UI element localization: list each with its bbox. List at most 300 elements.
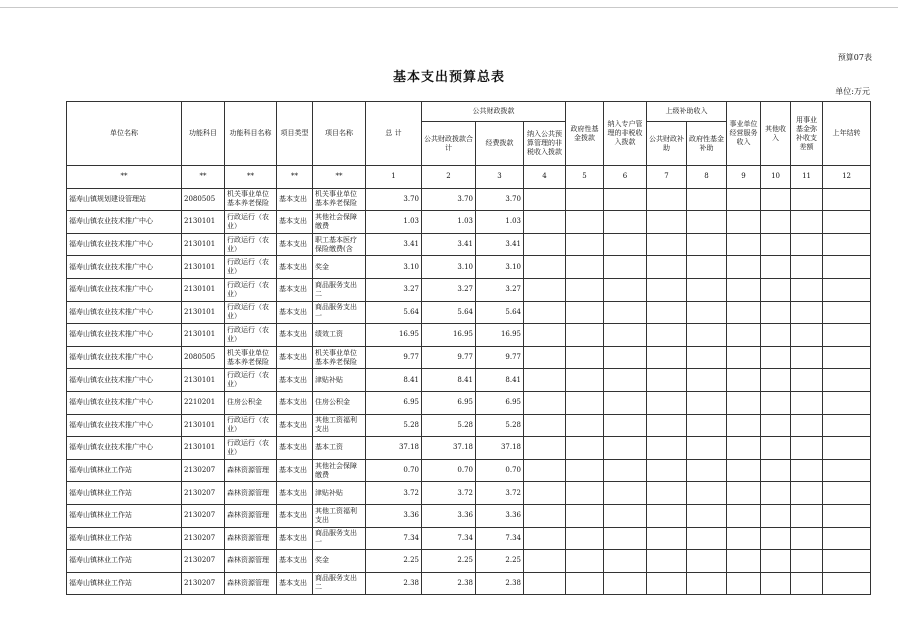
item-type-cell-text: 基本支出 — [279, 466, 307, 475]
empty-cell — [566, 233, 604, 256]
item-type-cell-text: 基本支出 — [279, 420, 307, 429]
table-row — [67, 504, 871, 527]
empty-cell — [566, 437, 604, 460]
funds-cell-text: 3.27 — [505, 285, 521, 294]
empty-cell — [647, 391, 687, 414]
empty-cell — [823, 482, 871, 505]
item-type-cell-text: 基本支出 — [279, 240, 307, 249]
empty-cell — [566, 459, 604, 482]
empty-cell — [823, 211, 871, 234]
item-type-cell — [277, 188, 313, 211]
func-name-cell-text: 森林资源管理 — [227, 556, 269, 565]
empty-cell — [791, 391, 823, 414]
public-total-cell — [422, 482, 476, 505]
item-type-cell-text: 基本支出 — [279, 488, 307, 497]
unit-cell-text: 福寿山镇农业技术推广中心 — [69, 307, 153, 316]
item-type-cell — [277, 391, 313, 414]
empty-cell — [647, 482, 687, 505]
total-cell-text: 3.70 — [403, 194, 419, 203]
index-cell: ** — [277, 166, 313, 189]
total-cell — [366, 414, 422, 437]
func-code-cell-text: 2130101 — [184, 217, 216, 226]
unit-cell-text: 福寿山镇规划建设管理站 — [69, 194, 146, 203]
index-cell: ** — [225, 166, 277, 189]
header-total: 总 计 — [366, 102, 422, 166]
form-code: 预算07表 — [837, 53, 872, 62]
public-total-cell-text: 5.28 — [457, 420, 473, 429]
func-name-cell — [225, 233, 277, 256]
empty-cell — [566, 278, 604, 301]
total-cell — [366, 437, 422, 460]
item-type-cell — [277, 437, 313, 460]
unit-cell-text: 福寿山镇林业工作站 — [69, 556, 132, 565]
empty-cell — [761, 459, 791, 482]
empty-cell — [687, 369, 727, 392]
empty-cell — [761, 278, 791, 301]
empty-cell — [727, 188, 761, 211]
unit-cell — [67, 504, 182, 527]
unit-cell-text: 福寿山镇农业技术推广中心 — [69, 420, 153, 429]
public-total-cell-text: 3.10 — [457, 262, 473, 271]
empty-cell — [687, 527, 727, 550]
func-code-cell-text: 2130101 — [184, 375, 216, 384]
index-cell: 6 — [604, 166, 647, 189]
item-name-cell-text: 机关事业单位基本养老保险 — [315, 190, 357, 208]
item-type-cell-text: 基本支出 — [279, 353, 307, 362]
public-total-cell-text: 0.70 — [457, 466, 473, 475]
empty-cell — [761, 437, 791, 460]
item-name-cell-text: 住房公积金 — [315, 398, 350, 407]
funds-cell — [476, 550, 524, 573]
func-name-cell-text: 行政运行（农业） — [227, 371, 269, 389]
funds-cell-text: 6.95 — [505, 398, 521, 407]
empty-cell — [791, 211, 823, 234]
func-code-cell — [182, 346, 225, 369]
unit-cell — [67, 233, 182, 256]
func-name-cell — [225, 437, 277, 460]
page-top-rule — [0, 7, 898, 8]
item-type-cell — [277, 527, 313, 550]
funds-cell-text: 9.77 — [505, 353, 521, 362]
func-name-cell-text: 行政运行（农业） — [227, 212, 269, 230]
funds-cell — [476, 572, 524, 595]
unit-cell — [67, 188, 182, 211]
func-name-cell — [225, 504, 277, 527]
total-cell — [366, 550, 422, 573]
item-type-cell-text: 基本支出 — [279, 262, 307, 271]
public-total-cell — [422, 324, 476, 347]
empty-cell — [761, 188, 791, 211]
total-cell-text: 5.28 — [403, 420, 419, 429]
public-total-cell — [422, 211, 476, 234]
func-name-cell — [225, 527, 277, 550]
item-name-cell — [313, 278, 366, 301]
item-type-cell-text: 基本支出 — [279, 217, 307, 226]
public-total-cell-text: 3.70 — [457, 194, 473, 203]
index-cell: 3 — [476, 166, 524, 189]
item-name-cell — [313, 256, 366, 279]
funds-cell — [476, 459, 524, 482]
func-name-cell-text: 住房公积金 — [227, 398, 262, 407]
func-code-cell-text: 2130207 — [184, 488, 216, 497]
item-name-cell-text: 商品服务支出一 — [315, 529, 357, 547]
total-cell-text: 8.41 — [403, 375, 419, 384]
empty-cell — [761, 391, 791, 414]
funds-cell-text: 2.38 — [505, 578, 521, 587]
table-row — [67, 527, 871, 550]
index-cell: 9 — [727, 166, 761, 189]
func-code-cell — [182, 504, 225, 527]
empty-cell — [727, 391, 761, 414]
total-cell — [366, 459, 422, 482]
func-code-cell-text: 2130207 — [184, 556, 216, 565]
item-type-cell — [277, 233, 313, 256]
empty-cell — [524, 527, 566, 550]
table-row — [67, 437, 871, 460]
table-row — [67, 391, 871, 414]
empty-cell — [727, 482, 761, 505]
item-type-cell — [277, 301, 313, 324]
item-name-cell-text: 商品服务支出二 — [315, 574, 357, 592]
unit-cell — [67, 391, 182, 414]
unit-cell-text: 福寿山镇林业工作站 — [69, 511, 132, 520]
total-cell-text: 3.27 — [403, 285, 419, 294]
item-name-cell-text: 其他工资福利支出 — [315, 416, 357, 434]
empty-cell — [566, 211, 604, 234]
func-name-cell-text: 行政运行（农业） — [227, 280, 269, 298]
total-cell — [366, 504, 422, 527]
total-cell — [366, 572, 422, 595]
unit-cell — [67, 459, 182, 482]
empty-cell — [687, 346, 727, 369]
func-code-cell-text: 2130101 — [184, 443, 216, 452]
unit-cell-text: 福寿山镇农业技术推广中心 — [69, 443, 153, 452]
func-name-cell-text: 行政运行（农业） — [227, 325, 269, 343]
empty-cell — [566, 414, 604, 437]
item-type-cell-text: 基本支出 — [279, 398, 307, 407]
funds-cell-text: 1.03 — [505, 217, 521, 226]
item-name-cell — [313, 211, 366, 234]
item-name-cell — [313, 391, 366, 414]
empty-cell — [647, 437, 687, 460]
empty-cell — [566, 256, 604, 279]
empty-cell — [823, 346, 871, 369]
empty-cell — [761, 233, 791, 256]
item-type-cell — [277, 256, 313, 279]
func-code-cell — [182, 391, 225, 414]
header-upper-public: 公共财政补助 — [647, 122, 687, 166]
item-name-cell — [313, 414, 366, 437]
empty-cell — [647, 527, 687, 550]
func-code-cell-text: 2210201 — [184, 398, 216, 407]
func-code-cell — [182, 301, 225, 324]
index-cell: 12 — [823, 166, 871, 189]
funds-cell — [476, 482, 524, 505]
funds-cell-text: 3.10 — [505, 262, 521, 271]
item-name-cell — [313, 482, 366, 505]
total-cell — [366, 527, 422, 550]
public-total-cell — [422, 256, 476, 279]
func-code-cell-text: 2080505 — [184, 353, 216, 362]
empty-cell — [791, 550, 823, 573]
func-code-cell — [182, 188, 225, 211]
empty-cell — [823, 301, 871, 324]
total-cell — [366, 233, 422, 256]
funds-cell-text: 8.41 — [505, 375, 521, 384]
func-name-cell — [225, 482, 277, 505]
empty-cell — [687, 437, 727, 460]
item-type-cell — [277, 414, 313, 437]
table-row — [67, 550, 871, 573]
empty-cell — [647, 550, 687, 573]
table-row — [67, 301, 871, 324]
func-name-cell-text: 行政运行（农业） — [227, 438, 269, 456]
total-cell-text: 3.10 — [403, 262, 419, 271]
funds-cell — [476, 504, 524, 527]
public-total-cell-text: 2.25 — [457, 556, 473, 565]
empty-cell — [791, 301, 823, 324]
func-name-cell — [225, 278, 277, 301]
budget-table — [66, 101, 871, 595]
empty-cell — [566, 346, 604, 369]
func-code-cell-text: 2130101 — [184, 420, 216, 429]
empty-cell — [647, 572, 687, 595]
empty-cell — [823, 188, 871, 211]
item-type-cell — [277, 504, 313, 527]
public-total-cell-text: 7.34 — [457, 533, 473, 542]
public-total-cell — [422, 572, 476, 595]
item-name-cell-text: 绩效工资 — [315, 330, 343, 339]
func-code-cell-text: 2130207 — [184, 511, 216, 520]
func-name-cell-text: 机关事业单位基本养老保险 — [227, 348, 269, 366]
total-cell-text: 2.25 — [403, 556, 419, 565]
page-title: 基本支出预算总表 — [392, 70, 505, 85]
header-public-group: 公共财政拨款 — [422, 102, 566, 122]
func-name-cell — [225, 414, 277, 437]
table-row — [67, 278, 871, 301]
func-code-cell — [182, 369, 225, 392]
empty-cell — [524, 550, 566, 573]
index-cell: 7 — [647, 166, 687, 189]
public-total-cell — [422, 391, 476, 414]
empty-cell — [761, 301, 791, 324]
func-name-cell-text: 行政运行（农业） — [227, 258, 269, 276]
func-code-cell — [182, 278, 225, 301]
header-public-nontax: 纳入公共预算管理的非税收入拨款 — [524, 122, 566, 166]
unit-cell-text: 福寿山镇农业技术推广中心 — [69, 398, 153, 407]
func-name-cell — [225, 301, 277, 324]
empty-cell — [727, 278, 761, 301]
empty-cell — [687, 233, 727, 256]
empty-cell — [604, 391, 647, 414]
empty-cell — [761, 482, 791, 505]
funds-cell — [476, 188, 524, 211]
item-type-cell-text: 基本支出 — [279, 443, 307, 452]
total-cell — [366, 324, 422, 347]
empty-cell — [727, 527, 761, 550]
empty-cell — [566, 550, 604, 573]
public-total-cell — [422, 504, 476, 527]
empty-cell — [791, 346, 823, 369]
empty-cell — [687, 188, 727, 211]
header-special-account: 纳入专户管理的非税收入拨款 — [604, 102, 647, 166]
item-name-cell-text: 津贴补贴 — [315, 488, 343, 497]
item-type-cell — [277, 572, 313, 595]
item-name-cell — [313, 369, 366, 392]
total-cell-text: 7.34 — [403, 533, 419, 542]
item-type-cell — [277, 550, 313, 573]
total-cell — [366, 301, 422, 324]
empty-cell — [604, 324, 647, 347]
public-total-cell — [422, 550, 476, 573]
item-name-cell-text: 奖金 — [315, 262, 329, 271]
item-name-cell — [313, 527, 366, 550]
func-code-cell — [182, 233, 225, 256]
index-row — [67, 166, 871, 189]
item-name-cell — [313, 459, 366, 482]
empty-cell — [727, 459, 761, 482]
empty-cell — [687, 482, 727, 505]
item-type-cell — [277, 369, 313, 392]
empty-cell — [687, 211, 727, 234]
empty-cell — [604, 346, 647, 369]
funds-cell-text: 3.41 — [505, 240, 521, 249]
table-row — [67, 324, 871, 347]
item-name-cell — [313, 188, 366, 211]
empty-cell — [727, 414, 761, 437]
total-cell-text: 3.72 — [403, 488, 419, 497]
item-name-cell-text: 商品服务支出一 — [315, 303, 357, 321]
funds-cell — [476, 527, 524, 550]
total-cell — [366, 211, 422, 234]
empty-cell — [823, 459, 871, 482]
funds-cell — [476, 301, 524, 324]
item-type-cell-text: 基本支出 — [279, 330, 307, 339]
empty-cell — [761, 324, 791, 347]
unit-cell — [67, 550, 182, 573]
header-unit-name: 单位名称 — [67, 102, 182, 166]
public-total-cell-text: 6.95 — [457, 398, 473, 407]
empty-cell — [566, 572, 604, 595]
empty-cell — [791, 233, 823, 256]
item-name-cell-text: 其他社会保障缴费 — [315, 212, 357, 230]
empty-cell — [761, 504, 791, 527]
item-name-cell — [313, 550, 366, 573]
funds-cell — [476, 437, 524, 460]
index-cell: 1 — [366, 166, 422, 189]
empty-cell — [604, 527, 647, 550]
unit-cell-text: 福寿山镇农业技术推广中心 — [69, 353, 153, 362]
item-type-cell — [277, 482, 313, 505]
total-cell-text: 9.77 — [403, 353, 419, 362]
func-code-cell — [182, 437, 225, 460]
public-total-cell-text: 3.27 — [457, 285, 473, 294]
func-code-cell — [182, 211, 225, 234]
index-cell: 8 — [687, 166, 727, 189]
public-total-cell-text: 3.36 — [457, 511, 473, 520]
func-name-cell-text: 行政运行（农业） — [227, 303, 269, 321]
empty-cell — [524, 414, 566, 437]
funds-cell-text: 2.25 — [505, 556, 521, 565]
func-code-cell-text: 2130207 — [184, 578, 216, 587]
empty-cell — [604, 256, 647, 279]
empty-cell — [687, 459, 727, 482]
public-total-cell — [422, 369, 476, 392]
header-funds: 经费拨款 — [476, 122, 524, 166]
empty-cell — [727, 346, 761, 369]
func-code-cell — [182, 527, 225, 550]
funds-cell-text: 37.18 — [500, 443, 521, 452]
empty-cell — [604, 550, 647, 573]
empty-cell — [791, 278, 823, 301]
empty-cell — [524, 459, 566, 482]
item-type-cell-text: 基本支出 — [279, 533, 307, 542]
public-total-cell-text: 16.95 — [452, 330, 473, 339]
item-name-cell — [313, 504, 366, 527]
func-code-cell — [182, 550, 225, 573]
func-code-cell — [182, 256, 225, 279]
unit-cell — [67, 301, 182, 324]
public-total-cell — [422, 414, 476, 437]
table-row — [67, 459, 871, 482]
func-name-cell-text: 行政运行（农业） — [227, 235, 269, 253]
table-row — [67, 482, 871, 505]
empty-cell — [761, 346, 791, 369]
empty-cell — [647, 278, 687, 301]
empty-cell — [524, 391, 566, 414]
unit-cell-text: 福寿山镇农业技术推广中心 — [69, 262, 153, 271]
header-func-code: 功能科目 — [182, 102, 225, 166]
funds-cell-text: 3.36 — [505, 511, 521, 520]
empty-cell — [791, 459, 823, 482]
func-code-cell-text: 2080505 — [184, 194, 216, 203]
public-total-cell-text: 3.72 — [457, 488, 473, 497]
func-name-cell — [225, 346, 277, 369]
unit-cell-text: 福寿山镇林业工作站 — [69, 488, 132, 497]
index-cell: ** — [67, 166, 182, 189]
header-item-name: 项目名称 — [313, 102, 366, 166]
total-cell-text: 16.95 — [398, 330, 419, 339]
item-name-cell-text: 津贴补贴 — [315, 375, 343, 384]
empty-cell — [524, 572, 566, 595]
index-cell: 10 — [761, 166, 791, 189]
func-name-cell — [225, 369, 277, 392]
public-total-cell — [422, 437, 476, 460]
empty-cell — [687, 324, 727, 347]
item-name-cell — [313, 324, 366, 347]
index-cell: ** — [313, 166, 366, 189]
func-code-cell-text: 2130101 — [184, 330, 216, 339]
empty-cell — [604, 188, 647, 211]
header-item-type: 项目类型 — [277, 102, 313, 166]
func-code-cell — [182, 482, 225, 505]
item-type-cell — [277, 278, 313, 301]
empty-cell — [761, 414, 791, 437]
index-cell: 11 — [791, 166, 823, 189]
func-code-cell-text: 2130207 — [184, 466, 216, 475]
public-total-cell — [422, 346, 476, 369]
empty-cell — [791, 188, 823, 211]
total-cell — [366, 369, 422, 392]
empty-cell — [604, 278, 647, 301]
funds-cell-text: 5.28 — [505, 420, 521, 429]
total-cell-text: 3.36 — [403, 511, 419, 520]
empty-cell — [566, 301, 604, 324]
func-name-cell — [225, 188, 277, 211]
empty-cell — [761, 572, 791, 595]
empty-cell — [604, 233, 647, 256]
empty-cell — [761, 550, 791, 573]
